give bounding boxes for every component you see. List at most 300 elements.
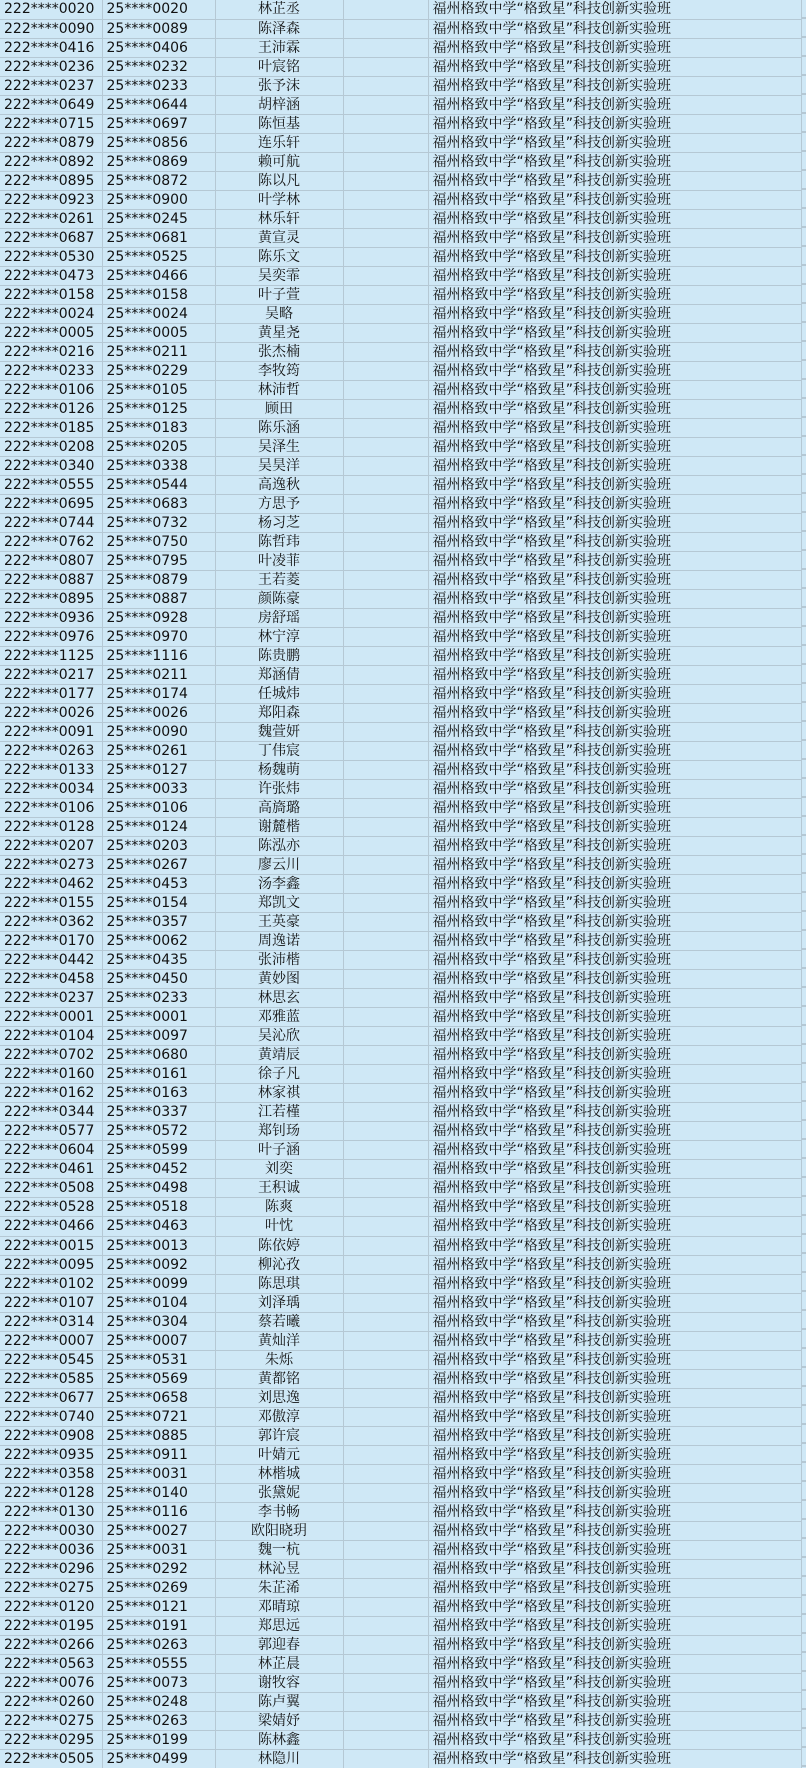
school-class-cell[interactable]: 福州格致中学“格致星”科技创新实验班	[428, 304, 801, 323]
student-name-cell[interactable]: 林芷晨	[215, 1654, 343, 1673]
student-id-cell[interactable]: 25****0211	[102, 666, 215, 685]
empty-cell[interactable]	[343, 1426, 428, 1445]
school-class-cell[interactable]: 福州格致中学“格致星”科技创新实验班	[428, 799, 801, 818]
student-id-cell[interactable]: 25****0267	[102, 856, 215, 875]
empty-cell[interactable]	[343, 1483, 428, 1502]
school-class-cell[interactable]: 福州格致中学“格致星”科技创新实验班	[428, 913, 801, 932]
exam-id-cell[interactable]: 222****0261	[0, 209, 102, 228]
exam-id-cell[interactable]: 222****0908	[0, 1426, 102, 1445]
school-class-cell[interactable]: 福州格致中学“格致星”科技创新实验班	[428, 342, 801, 361]
student-name-cell[interactable]: 陈卢翼	[215, 1692, 343, 1711]
school-class-cell[interactable]: 福州格致中学“格致星”科技创新实验班	[428, 1635, 801, 1654]
exam-id-cell[interactable]: 222****0275	[0, 1578, 102, 1597]
empty-cell[interactable]	[343, 1103, 428, 1122]
school-class-cell[interactable]: 福州格致中学“格致星”科技创新实验班	[428, 780, 801, 799]
empty-cell[interactable]	[343, 456, 428, 475]
exam-id-cell[interactable]: 222****0260	[0, 1692, 102, 1711]
school-class-cell[interactable]: 福州格致中学“格致星”科技创新实验班	[428, 38, 801, 57]
student-id-cell[interactable]: 25****0869	[102, 152, 215, 171]
empty-cell[interactable]	[343, 532, 428, 551]
student-name-cell[interactable]: 赖可航	[215, 152, 343, 171]
student-name-cell[interactable]: 陈哲玮	[215, 532, 343, 551]
empty-cell[interactable]	[343, 1160, 428, 1179]
student-id-cell[interactable]: 25****0544	[102, 475, 215, 494]
exam-id-cell[interactable]: 222****0162	[0, 1084, 102, 1103]
school-class-cell[interactable]: 福州格致中学“格致星”科技创新实验班	[428, 1141, 801, 1160]
student-name-cell[interactable]: 郭许宸	[215, 1426, 343, 1445]
student-id-cell[interactable]: 25****0097	[102, 1027, 215, 1046]
school-class-cell[interactable]: 福州格致中学“格致星”科技创新实验班	[428, 837, 801, 856]
empty-cell[interactable]	[343, 285, 428, 304]
school-class-cell[interactable]: 福州格致中学“格致星”科技创新实验班	[428, 1217, 801, 1236]
student-id-cell[interactable]: 25****0261	[102, 742, 215, 761]
empty-cell[interactable]	[343, 837, 428, 856]
school-class-cell[interactable]: 福州格致中学“格致星”科技创新实验班	[428, 551, 801, 570]
student-id-cell[interactable]: 25****0269	[102, 1578, 215, 1597]
school-class-cell[interactable]: 福州格致中学“格致星”科技创新实验班	[428, 190, 801, 209]
school-class-cell[interactable]: 福州格致中学“格致星”科技创新实验班	[428, 418, 801, 437]
student-name-cell[interactable]: 吴沁欣	[215, 1027, 343, 1046]
student-id-cell[interactable]: 25****0191	[102, 1616, 215, 1635]
school-class-cell[interactable]: 福州格致中学“格致星”科技创新实验班	[428, 228, 801, 247]
school-class-cell[interactable]: 福州格致中学“格致星”科技创新实验班	[428, 1597, 801, 1616]
empty-cell[interactable]	[343, 342, 428, 361]
exam-id-cell[interactable]: 222****0976	[0, 628, 102, 647]
student-id-cell[interactable]: 25****0499	[102, 1749, 215, 1768]
student-id-cell[interactable]: 25****0681	[102, 228, 215, 247]
student-name-cell[interactable]: 林沛哲	[215, 380, 343, 399]
empty-cell[interactable]	[343, 323, 428, 342]
student-name-cell[interactable]: 房舒瑶	[215, 608, 343, 627]
empty-cell[interactable]	[343, 1730, 428, 1749]
student-id-cell[interactable]: 25****0001	[102, 1008, 215, 1027]
empty-cell[interactable]	[343, 19, 428, 38]
school-class-cell[interactable]: 福州格致中学“格致星”科技创新实验班	[428, 1407, 801, 1426]
school-class-cell[interactable]: 福州格致中学“格致星”科技创新实验班	[428, 1749, 801, 1768]
exam-id-cell[interactable]: 222****0020	[0, 0, 102, 19]
student-name-cell[interactable]: 张沛楷	[215, 951, 343, 970]
empty-cell[interactable]	[343, 1141, 428, 1160]
empty-cell[interactable]	[343, 304, 428, 323]
student-id-cell[interactable]: 25****0453	[102, 875, 215, 894]
student-id-cell[interactable]: 25****0158	[102, 285, 215, 304]
student-name-cell[interactable]: 李书畅	[215, 1502, 343, 1521]
exam-id-cell[interactable]: 222****0036	[0, 1540, 102, 1559]
exam-id-cell[interactable]: 222****0273	[0, 856, 102, 875]
school-class-cell[interactable]: 福州格致中学“格致星”科技创新实验班	[428, 1160, 801, 1179]
student-name-cell[interactable]: 张予沫	[215, 76, 343, 95]
exam-id-cell[interactable]: 222****0695	[0, 494, 102, 513]
school-class-cell[interactable]: 福州格致中学“格致星”科技创新实验班	[428, 1654, 801, 1673]
empty-cell[interactable]	[343, 190, 428, 209]
school-class-cell[interactable]: 福州格致中学“格致星”科技创新实验班	[428, 1122, 801, 1141]
empty-cell[interactable]	[343, 0, 428, 19]
student-id-cell[interactable]: 25****0879	[102, 570, 215, 589]
exam-id-cell[interactable]: 222****0030	[0, 1521, 102, 1540]
student-id-cell[interactable]: 25****0900	[102, 190, 215, 209]
empty-cell[interactable]	[343, 1046, 428, 1065]
student-name-cell[interactable]: 徐子凡	[215, 1065, 343, 1084]
student-id-cell[interactable]: 25****0211	[102, 342, 215, 361]
exam-id-cell[interactable]: 222****0895	[0, 171, 102, 190]
exam-id-cell[interactable]: 222****0120	[0, 1597, 102, 1616]
exam-id-cell[interactable]: 222****0007	[0, 1331, 102, 1350]
student-name-cell[interactable]: 朱烁	[215, 1350, 343, 1369]
school-class-cell[interactable]: 福州格致中学“格致星”科技创新实验班	[428, 1312, 801, 1331]
student-name-cell[interactable]: 林思玄	[215, 989, 343, 1008]
empty-cell[interactable]	[343, 1331, 428, 1350]
exam-id-cell[interactable]: 222****0170	[0, 932, 102, 951]
exam-id-cell[interactable]: 222****0296	[0, 1559, 102, 1578]
student-name-cell[interactable]: 丁伟宸	[215, 742, 343, 761]
student-name-cell[interactable]: 魏一杭	[215, 1540, 343, 1559]
exam-id-cell[interactable]: 222****0936	[0, 608, 102, 627]
empty-cell[interactable]	[343, 1008, 428, 1027]
school-class-cell[interactable]: 福州格致中学“格致星”科技创新实验班	[428, 685, 801, 704]
empty-cell[interactable]	[343, 989, 428, 1008]
empty-cell[interactable]	[343, 1084, 428, 1103]
exam-id-cell[interactable]: 222****0344	[0, 1103, 102, 1122]
student-name-cell[interactable]: 黄灿洋	[215, 1331, 343, 1350]
empty-cell[interactable]	[343, 133, 428, 152]
school-class-cell[interactable]: 福州格致中学“格致星”科技创新实验班	[428, 1369, 801, 1388]
empty-cell[interactable]	[343, 723, 428, 742]
exam-id-cell[interactable]: 222****0362	[0, 913, 102, 932]
empty-cell[interactable]	[343, 1255, 428, 1274]
empty-cell[interactable]	[343, 1616, 428, 1635]
student-id-cell[interactable]: 25****0121	[102, 1597, 215, 1616]
exam-id-cell[interactable]: 222****0034	[0, 780, 102, 799]
student-name-cell[interactable]: 郭迎春	[215, 1635, 343, 1654]
empty-cell[interactable]	[343, 57, 428, 76]
student-name-cell[interactable]: 梁婧妤	[215, 1711, 343, 1730]
student-id-cell[interactable]: 25****0911	[102, 1445, 215, 1464]
student-name-cell[interactable]: 张杰楠	[215, 342, 343, 361]
student-name-cell[interactable]: 颜陈豪	[215, 589, 343, 608]
student-id-cell[interactable]: 25****0105	[102, 380, 215, 399]
exam-id-cell[interactable]: 222****0879	[0, 133, 102, 152]
school-class-cell[interactable]: 福州格致中学“格致星”科技创新实验班	[428, 1388, 801, 1407]
student-name-cell[interactable]: 叶子涵	[215, 1141, 343, 1160]
student-id-cell[interactable]: 25****0680	[102, 1046, 215, 1065]
exam-id-cell[interactable]: 222****0545	[0, 1350, 102, 1369]
exam-id-cell[interactable]: 222****0887	[0, 570, 102, 589]
student-id-cell[interactable]: 25****0031	[102, 1464, 215, 1483]
student-id-cell[interactable]: 25****0127	[102, 761, 215, 780]
student-id-cell[interactable]: 25****1116	[102, 647, 215, 666]
student-id-cell[interactable]: 25****0099	[102, 1274, 215, 1293]
empty-cell[interactable]	[343, 856, 428, 875]
school-class-cell[interactable]: 福州格致中学“格致星”科技创新实验班	[428, 437, 801, 456]
empty-cell[interactable]	[343, 209, 428, 228]
student-name-cell[interactable]: 叶凌菲	[215, 551, 343, 570]
exam-id-cell[interactable]: 222****0104	[0, 1027, 102, 1046]
empty-cell[interactable]	[343, 114, 428, 133]
exam-id-cell[interactable]: 222****0275	[0, 1711, 102, 1730]
student-name-cell[interactable]: 李牧筠	[215, 361, 343, 380]
school-class-cell[interactable]: 福州格致中学“格致星”科技创新实验班	[428, 1445, 801, 1464]
student-name-cell[interactable]: 黄星尧	[215, 323, 343, 342]
student-id-cell[interactable]: 25****0721	[102, 1407, 215, 1426]
student-name-cell[interactable]: 谢麓楷	[215, 818, 343, 837]
school-class-cell[interactable]: 福州格致中学“格致星”科技创新实验班	[428, 1483, 801, 1502]
student-id-cell[interactable]: 25****0599	[102, 1141, 215, 1160]
school-class-cell[interactable]: 福州格致中学“格致星”科技创新实验班	[428, 1711, 801, 1730]
student-id-cell[interactable]: 25****0518	[102, 1198, 215, 1217]
student-id-cell[interactable]: 25****0856	[102, 133, 215, 152]
exam-id-cell[interactable]: 222****0555	[0, 475, 102, 494]
school-class-cell[interactable]: 福州格致中学“格致星”科技创新实验班	[428, 1274, 801, 1293]
empty-cell[interactable]	[343, 913, 428, 932]
exam-id-cell[interactable]: 222****0585	[0, 1369, 102, 1388]
exam-id-cell[interactable]: 222****0577	[0, 1122, 102, 1141]
empty-cell[interactable]	[343, 361, 428, 380]
empty-cell[interactable]	[343, 247, 428, 266]
exam-id-cell[interactable]: 222****0237	[0, 76, 102, 95]
empty-cell[interactable]	[343, 1673, 428, 1692]
empty-cell[interactable]	[343, 399, 428, 418]
exam-id-cell[interactable]: 222****0762	[0, 532, 102, 551]
empty-cell[interactable]	[343, 475, 428, 494]
school-class-cell[interactable]: 福州格致中学“格致星”科技创新实验班	[428, 970, 801, 989]
empty-cell[interactable]	[343, 380, 428, 399]
student-id-cell[interactable]: 25****0525	[102, 247, 215, 266]
empty-cell[interactable]	[343, 266, 428, 285]
school-class-cell[interactable]: 福州格致中学“格致星”科技创新实验班	[428, 894, 801, 913]
student-name-cell[interactable]: 刘思逸	[215, 1388, 343, 1407]
student-id-cell[interactable]: 25****0463	[102, 1217, 215, 1236]
student-id-cell[interactable]: 25****0357	[102, 913, 215, 932]
exam-id-cell[interactable]: 222****0604	[0, 1141, 102, 1160]
student-name-cell[interactable]: 郑思远	[215, 1616, 343, 1635]
exam-id-cell[interactable]: 222****0505	[0, 1749, 102, 1768]
empty-cell[interactable]	[343, 1597, 428, 1616]
student-name-cell[interactable]: 陈乐文	[215, 247, 343, 266]
school-class-cell[interactable]: 福州格致中学“格致星”科技创新实验班	[428, 818, 801, 837]
student-id-cell[interactable]: 25****0140	[102, 1483, 215, 1502]
student-name-cell[interactable]: 连乐轩	[215, 133, 343, 152]
exam-id-cell[interactable]: 222****1125	[0, 647, 102, 666]
exam-id-cell[interactable]: 222****0895	[0, 589, 102, 608]
student-name-cell[interactable]: 高旖璐	[215, 799, 343, 818]
school-class-cell[interactable]: 福州格致中学“格致星”科技创新实验班	[428, 1179, 801, 1198]
empty-cell[interactable]	[343, 1502, 428, 1521]
exam-id-cell[interactable]: 222****0935	[0, 1445, 102, 1464]
student-id-cell[interactable]: 25****0013	[102, 1236, 215, 1255]
empty-cell[interactable]	[343, 1445, 428, 1464]
exam-id-cell[interactable]: 222****0185	[0, 418, 102, 437]
student-id-cell[interactable]: 25****0027	[102, 1521, 215, 1540]
student-id-cell[interactable]: 25****0928	[102, 608, 215, 627]
student-id-cell[interactable]: 25****0750	[102, 532, 215, 551]
student-name-cell[interactable]: 林芷丞	[215, 0, 343, 19]
exam-id-cell[interactable]: 222****0462	[0, 875, 102, 894]
exam-id-cell[interactable]: 222****0358	[0, 1464, 102, 1483]
student-name-cell[interactable]: 胡梓涵	[215, 95, 343, 114]
empty-cell[interactable]	[343, 704, 428, 723]
student-name-cell[interactable]: 王积诚	[215, 1179, 343, 1198]
student-name-cell[interactable]: 黄靖辰	[215, 1046, 343, 1065]
school-class-cell[interactable]: 福州格致中学“格致星”科技创新实验班	[428, 0, 801, 19]
student-name-cell[interactable]: 王沛霖	[215, 38, 343, 57]
student-name-cell[interactable]: 叶学林	[215, 190, 343, 209]
school-class-cell[interactable]: 福州格致中学“格致星”科技创新实验班	[428, 456, 801, 475]
school-class-cell[interactable]: 福州格致中学“格致星”科技创新实验班	[428, 1692, 801, 1711]
student-name-cell[interactable]: 林沁昱	[215, 1559, 343, 1578]
school-class-cell[interactable]: 福州格致中学“格致星”科技创新实验班	[428, 114, 801, 133]
school-class-cell[interactable]: 福州格致中学“格致星”科技创新实验班	[428, 589, 801, 608]
student-id-cell[interactable]: 25****0697	[102, 114, 215, 133]
student-name-cell[interactable]: 刘奕	[215, 1160, 343, 1179]
empty-cell[interactable]	[343, 570, 428, 589]
school-class-cell[interactable]: 福州格致中学“格致星”科技创新实验班	[428, 285, 801, 304]
student-id-cell[interactable]: 25****0205	[102, 437, 215, 456]
empty-cell[interactable]	[343, 1065, 428, 1084]
exam-id-cell[interactable]: 222****0107	[0, 1293, 102, 1312]
school-class-cell[interactable]: 福州格致中学“格致星”科技创新实验班	[428, 1103, 801, 1122]
exam-id-cell[interactable]: 222****0026	[0, 704, 102, 723]
school-class-cell[interactable]: 福州格致中学“格致星”科技创新实验班	[428, 1293, 801, 1312]
student-id-cell[interactable]: 25****0161	[102, 1065, 215, 1084]
student-id-cell[interactable]: 25****0089	[102, 19, 215, 38]
student-name-cell[interactable]: 林乐轩	[215, 209, 343, 228]
empty-cell[interactable]	[343, 628, 428, 647]
empty-cell[interactable]	[343, 1350, 428, 1369]
exam-id-cell[interactable]: 222****0715	[0, 114, 102, 133]
student-id-cell[interactable]: 25****0199	[102, 1730, 215, 1749]
student-id-cell[interactable]: 25****0062	[102, 932, 215, 951]
exam-id-cell[interactable]: 222****0892	[0, 152, 102, 171]
empty-cell[interactable]	[343, 171, 428, 190]
empty-cell[interactable]	[343, 666, 428, 685]
student-id-cell[interactable]: 25****0073	[102, 1673, 215, 1692]
student-name-cell[interactable]: 陈乐涵	[215, 418, 343, 437]
student-id-cell[interactable]: 25****0885	[102, 1426, 215, 1445]
school-class-cell[interactable]: 福州格致中学“格致星”科技创新实验班	[428, 628, 801, 647]
exam-id-cell[interactable]: 222****0295	[0, 1730, 102, 1749]
empty-cell[interactable]	[343, 932, 428, 951]
school-class-cell[interactable]: 福州格致中学“格致星”科技创新实验班	[428, 704, 801, 723]
exam-id-cell[interactable]: 222****0530	[0, 247, 102, 266]
exam-id-cell[interactable]: 222****0702	[0, 1046, 102, 1065]
school-class-cell[interactable]: 福州格致中学“格致星”科技创新实验班	[428, 1008, 801, 1027]
student-name-cell[interactable]: 杨魏萌	[215, 761, 343, 780]
school-class-cell[interactable]: 福州格致中学“格致星”科技创新实验班	[428, 1084, 801, 1103]
student-name-cell[interactable]: 蔡若曦	[215, 1312, 343, 1331]
student-name-cell[interactable]: 柳沁孜	[215, 1255, 343, 1274]
exam-id-cell[interactable]: 222****0128	[0, 818, 102, 837]
school-class-cell[interactable]: 福州格致中学“格致星”科技创新实验班	[428, 1027, 801, 1046]
school-class-cell[interactable]: 福州格致中学“格致星”科技创新实验班	[428, 1502, 801, 1521]
student-id-cell[interactable]: 25****0174	[102, 685, 215, 704]
student-name-cell[interactable]: 邓傲淳	[215, 1407, 343, 1426]
exam-id-cell[interactable]: 222****0236	[0, 57, 102, 76]
empty-cell[interactable]	[343, 894, 428, 913]
empty-cell[interactable]	[343, 1179, 428, 1198]
school-class-cell[interactable]: 福州格致中学“格致星”科技创新实验班	[428, 570, 801, 589]
empty-cell[interactable]	[343, 1236, 428, 1255]
student-name-cell[interactable]: 林隐川	[215, 1749, 343, 1768]
student-id-cell[interactable]: 25****0248	[102, 1692, 215, 1711]
student-id-cell[interactable]: 25****0406	[102, 38, 215, 57]
empty-cell[interactable]	[343, 761, 428, 780]
school-class-cell[interactable]: 福州格致中学“格致星”科技创新实验班	[428, 1065, 801, 1084]
school-class-cell[interactable]: 福州格致中学“格致星”科技创新实验班	[428, 856, 801, 875]
student-id-cell[interactable]: 25****0033	[102, 780, 215, 799]
exam-id-cell[interactable]: 222****0466	[0, 1217, 102, 1236]
empty-cell[interactable]	[343, 1027, 428, 1046]
student-id-cell[interactable]: 25****0887	[102, 589, 215, 608]
student-name-cell[interactable]: 陈依婷	[215, 1236, 343, 1255]
exam-id-cell[interactable]: 222****0740	[0, 1407, 102, 1426]
school-class-cell[interactable]: 福州格致中学“格致星”科技创新实验班	[428, 361, 801, 380]
empty-cell[interactable]	[343, 437, 428, 456]
empty-cell[interactable]	[343, 76, 428, 95]
student-id-cell[interactable]: 25****0154	[102, 894, 215, 913]
student-name-cell[interactable]: 叶忱	[215, 1217, 343, 1236]
student-id-cell[interactable]: 25****0092	[102, 1255, 215, 1274]
student-id-cell[interactable]: 25****0232	[102, 57, 215, 76]
empty-cell[interactable]	[343, 1464, 428, 1483]
school-class-cell[interactable]: 福州格致中学“格致星”科技创新实验班	[428, 1730, 801, 1749]
school-class-cell[interactable]: 福州格致中学“格致星”科技创新实验班	[428, 380, 801, 399]
school-class-cell[interactable]: 福州格致中学“格致星”科技创新实验班	[428, 1046, 801, 1065]
student-id-cell[interactable]: 25****0466	[102, 266, 215, 285]
exam-id-cell[interactable]: 222****0102	[0, 1274, 102, 1293]
school-class-cell[interactable]: 福州格致中学“格致星”科技创新实验班	[428, 209, 801, 228]
exam-id-cell[interactable]: 222****0461	[0, 1160, 102, 1179]
school-class-cell[interactable]: 福州格致中学“格致星”科技创新实验班	[428, 57, 801, 76]
school-class-cell[interactable]: 福州格致中学“格致星”科技创新实验班	[428, 399, 801, 418]
student-id-cell[interactable]: 25****0203	[102, 837, 215, 856]
student-id-cell[interactable]: 25****0020	[102, 0, 215, 19]
empty-cell[interactable]	[343, 418, 428, 437]
student-name-cell[interactable]: 张黛妮	[215, 1483, 343, 1502]
student-name-cell[interactable]: 叶子萱	[215, 285, 343, 304]
empty-cell[interactable]	[343, 551, 428, 570]
empty-cell[interactable]	[343, 608, 428, 627]
empty-cell[interactable]	[343, 1692, 428, 1711]
empty-cell[interactable]	[343, 1388, 428, 1407]
school-class-cell[interactable]: 福州格致中学“格致星”科技创新实验班	[428, 1559, 801, 1578]
student-name-cell[interactable]: 任城炜	[215, 685, 343, 704]
empty-cell[interactable]	[343, 970, 428, 989]
empty-cell[interactable]	[343, 1540, 428, 1559]
school-class-cell[interactable]: 福州格致中学“格致星”科技创新实验班	[428, 532, 801, 551]
exam-id-cell[interactable]: 222****0508	[0, 1179, 102, 1198]
exam-id-cell[interactable]: 222****0128	[0, 1483, 102, 1502]
school-class-cell[interactable]: 福州格致中学“格致星”科技创新实验班	[428, 761, 801, 780]
student-id-cell[interactable]: 25****0683	[102, 494, 215, 513]
school-class-cell[interactable]: 福州格致中学“格致星”科技创新实验班	[428, 951, 801, 970]
student-name-cell[interactable]: 郑涵倩	[215, 666, 343, 685]
student-id-cell[interactable]: 25****0026	[102, 704, 215, 723]
school-class-cell[interactable]: 福州格致中学“格致星”科技创新实验班	[428, 647, 801, 666]
empty-cell[interactable]	[343, 951, 428, 970]
student-name-cell[interactable]: 陈贵鹏	[215, 647, 343, 666]
student-id-cell[interactable]: 25****0338	[102, 456, 215, 475]
empty-cell[interactable]	[343, 513, 428, 532]
exam-id-cell[interactable]: 222****0090	[0, 19, 102, 38]
student-name-cell[interactable]: 陈思琪	[215, 1274, 343, 1293]
student-name-cell[interactable]: 吴泽生	[215, 437, 343, 456]
exam-id-cell[interactable]: 222****0314	[0, 1312, 102, 1331]
exam-id-cell[interactable]: 222****0807	[0, 551, 102, 570]
student-id-cell[interactable]: 25****0233	[102, 76, 215, 95]
empty-cell[interactable]	[343, 1312, 428, 1331]
student-id-cell[interactable]: 25****0658	[102, 1388, 215, 1407]
exam-id-cell[interactable]: 222****0216	[0, 342, 102, 361]
